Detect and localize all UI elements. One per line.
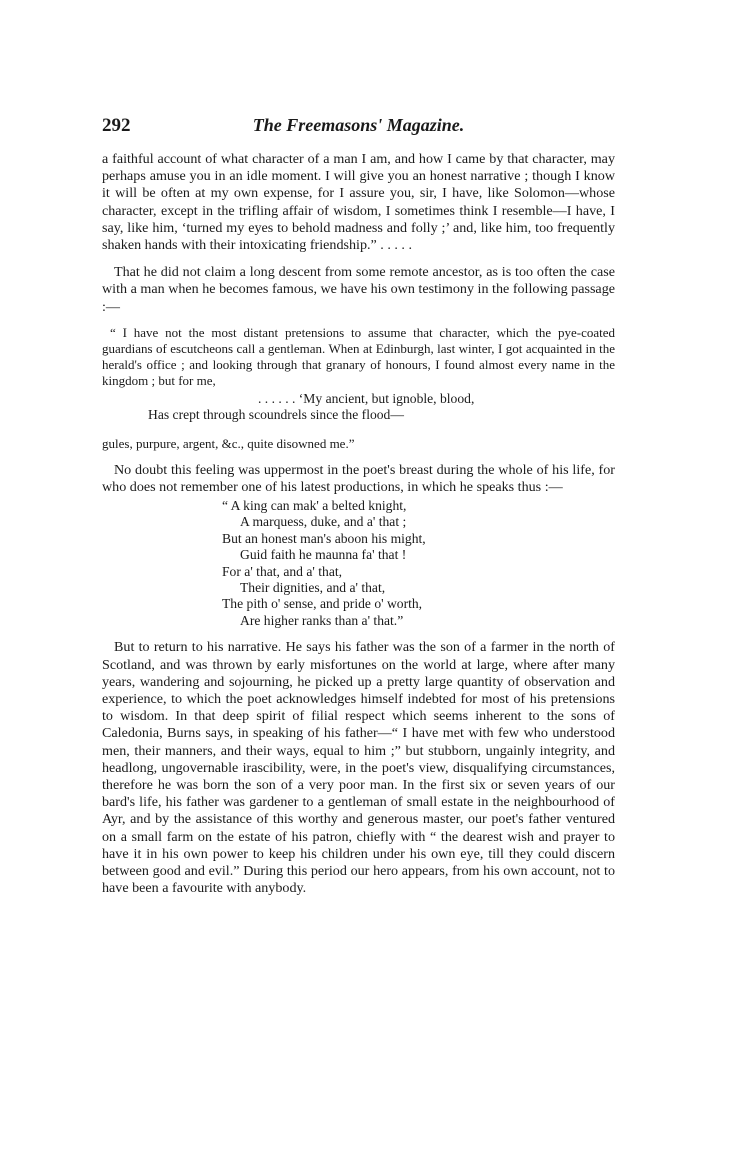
quote-1: “ I have not the most distant pretensions to assume that character, which the pye-coated guardians of escutcheons call a gentleman. When at Edinburgh, last winter, I got acquainted in the herald's office ; and looking through that granary of honours, I found almost every name in the kingdom ; but for me, [102, 324, 615, 388]
verse-2-line: For a' that, and a' that, [222, 563, 343, 579]
verse-2-line: Guid faith he maunna fa' that ! [240, 547, 407, 563]
verse-2-line: But an honest man's aboon his might, [222, 530, 426, 546]
verse-1-line: Has crept through scoundrels since the flood— [148, 407, 404, 423]
verse-2-line: The pith o' sense, and pride o' worth, [222, 596, 423, 612]
paragraph-1: a faithful account of what character of a man I am, and how I came by that character, may perhaps amuse you in an idle moment. I will give you an honest narrative ; though I know it will be often at my own expense, for I assure you, sir, I have, like Solomon—whose character, except in the trifling affair of wisdom, I sometimes think I resemble—I have, I say, like him, ‘turned my eyes to behold madness and folly ;’ and, like him, too frequently shaken hands with their intoxicating friendship.” . . . . . [102, 151, 615, 254]
quote-1-end: gules, purpure, argent, &c., quite disowned me.” [102, 435, 355, 451]
verse-2-line: Are higher ranks than a' that.” [240, 612, 404, 628]
paragraph-2: That he did not claim a long descent from some remote ancestor, as is too often the case with a man when he becomes famous, we have his own testimony in the following passage :— [102, 264, 615, 315]
verse-1 [102, 391, 615, 424]
running-title: The Freemasons' Magazine. [252, 115, 465, 135]
magazine-page [102, 115, 615, 897]
verse-2 [102, 498, 615, 629]
paragraph-3: No doubt this feeling was uppermost in the poet's breast during the whole of his life, for who does not remember one of his latest productions, in which he speaks thus :— [102, 461, 615, 495]
page-number: 292 [102, 115, 131, 136]
verse-1-line: . . . . . . ‘My ancient, but ignoble, blood, [258, 390, 475, 406]
verse-2-line: “ A king can mak' a belted knight, [222, 498, 407, 514]
verse-2-line: A marquess, duke, and a' that ; [240, 514, 407, 530]
verse-2-line: Their dignities, and a' that, [240, 580, 386, 596]
paragraph-4: But to return to his narrative. He says his father was the son of a farmer in the north of Scotland, and was thrown by early misfortunes on the world at large, where after many years, wandering and sojourning, he picked up a pretty large quantity of observation and experience, to which the poet acknowledges himself indebted for most of his pretensions to wisdom. In that deep spirit of filial respect which seems inherent to the sons of Caledonia, Burns says, in speaking of his father—“ I have met with few who understood men, their manners, and their ways, equal to him ;” but stubborn, ungainly integrity, and headlong, ungovernable irascibility, were, in the poet's view, disqualifying circumstances, therefore he was born the son of a very poor man. In the first six or seven years of our bard's life, his father was gardener to a gentleman of small estate in the neighbourhood of Ayr, and by the assistance of this worthy and generous master, our poet's father ventured on a small farm on the estate of his patron, chiefly with “ the dearest wish and prayer to have it in his own power to keep his children under his own eye, till they could discern between good and evil.” During this period our hero appears, from his own account, not to have been a favourite with anybody. [102, 639, 615, 897]
page-header [102, 115, 615, 141]
